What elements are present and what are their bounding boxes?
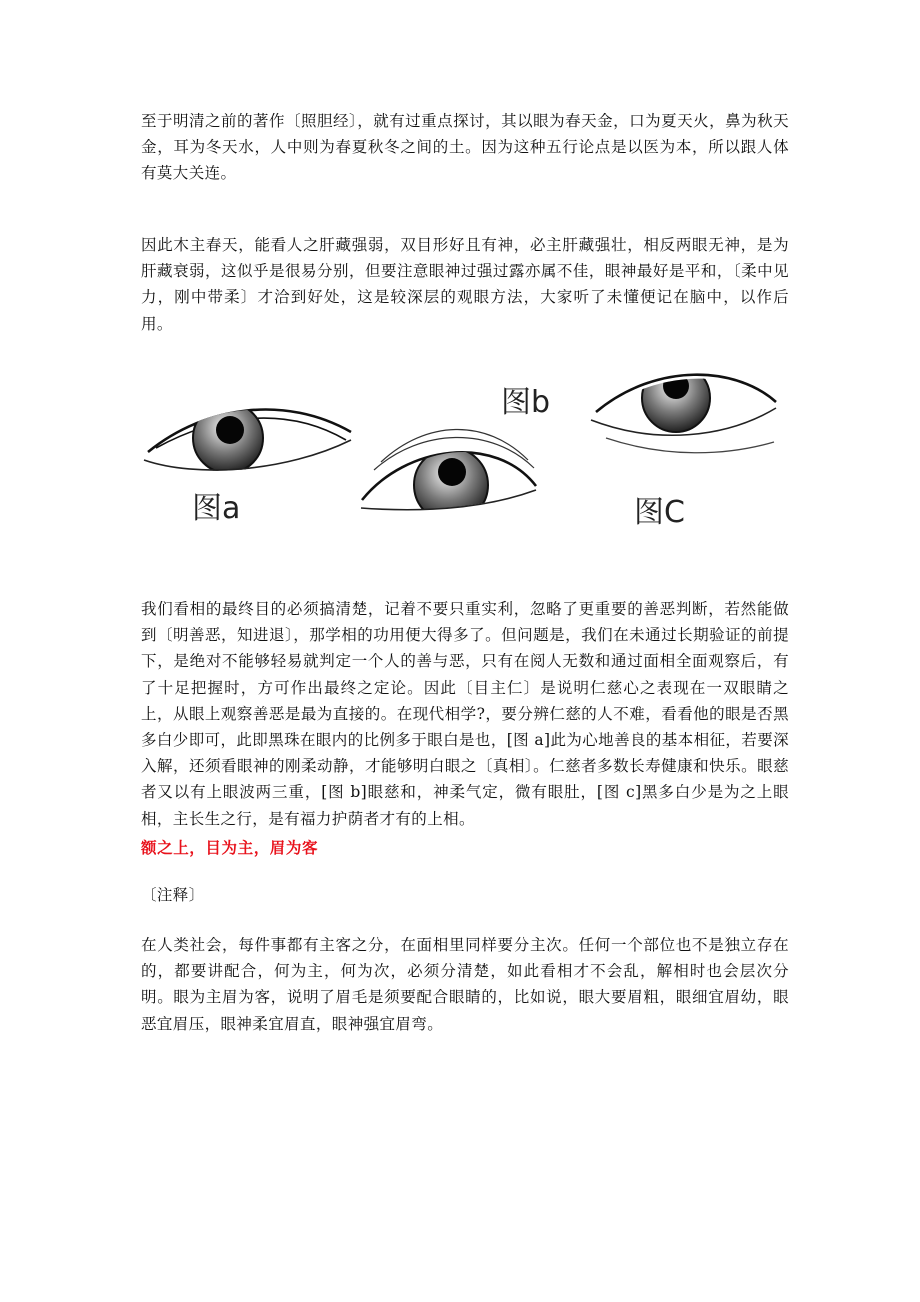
figure-label-a: 图a	[192, 491, 241, 526]
eye-c-drawing	[591, 364, 776, 453]
eye-a-drawing	[144, 403, 351, 473]
eye-b-drawing	[361, 429, 536, 522]
figure-label-c: 图C	[634, 495, 685, 530]
annotation-label: 〔注释〕	[141, 886, 205, 904]
paragraph-host-guest: 在人类社会，每件事都有主客之分，在面相里同样要分主次。任何一个部位也不是独立存在的，都要讲配合，何为主，何为次，必须分清楚，如此看相才不会乱，解相时也会层次分明。眼为主眉为客，说明了眉毛是须要配合眼睛的，比如说，眼大要眉粗，眼细宜眉幼，眼恶宜眉压，眼神柔宜眉直，眼神强宜眉弯。	[141, 936, 789, 1033]
paragraph-kindness: 我们看相的最终目的必须搞清楚，记着不要只重实利，忽略了更重要的善恶判断，若然能做到〔明善恶，知进退〕，那学相的功用便大得多了。但问题是，我们在未通过长期验证的前提下，是绝对不能够轻易就判定一个人的善与恶，只有在阅人无数和通过面相全面观察后，有了十足把握时，方可作出最终之定论。因此〔目主仁〕是说明仁慈心之表现在一双眼睛之上，从眼上观察善恶是最为直接的。在现代相学?，要分辨仁慈的人不难，看看他的眼是否黑多白少即可，此即黑珠在眼内的比例多于眼白是也，[图 a]此为心地善良的基本相征，若要深入解，还须看眼神的刚柔动静，才能够明白眼之〔真相〕。仁慈者多数长寿健康和快乐。眼慈者又以有上眼波两三重，[图 b]眼慈和，神柔气定，微有眼肚，[图 c]黑多白少是为之上眼相，主长生之行，是有福力护荫者才有的上相。	[141, 600, 789, 828]
paragraph-wuxing: 至于明清之前的著作〔照胆经〕，就有过重点探讨，其以眼为春天金，口为夏天火，鼻为秋天金，耳为冬天水，人中则为春夏秋冬之间的土。因为这种五行论点是以医为本，所以跟人体有莫大关连。	[141, 112, 789, 183]
figure-label-b: 图b	[501, 385, 551, 420]
section-heading: 额之上，目为主，眉为客	[141, 838, 319, 857]
eye-illustration	[136, 360, 796, 540]
paragraph-eye-spirit: 因此木主春天，能看人之肝藏强弱，双目形好且有神，必主肝藏强壮，相反两眼无神，是为肝藏衰弱，这似乎是很易分别，但要注意眼神过强过露亦属不佳，眼神最好是平和，〔柔中见力，刚中带柔〕才洽到好处，这是较深层的观眼方法，大家听了未懂便记在脑中，以作后用。	[141, 236, 789, 333]
